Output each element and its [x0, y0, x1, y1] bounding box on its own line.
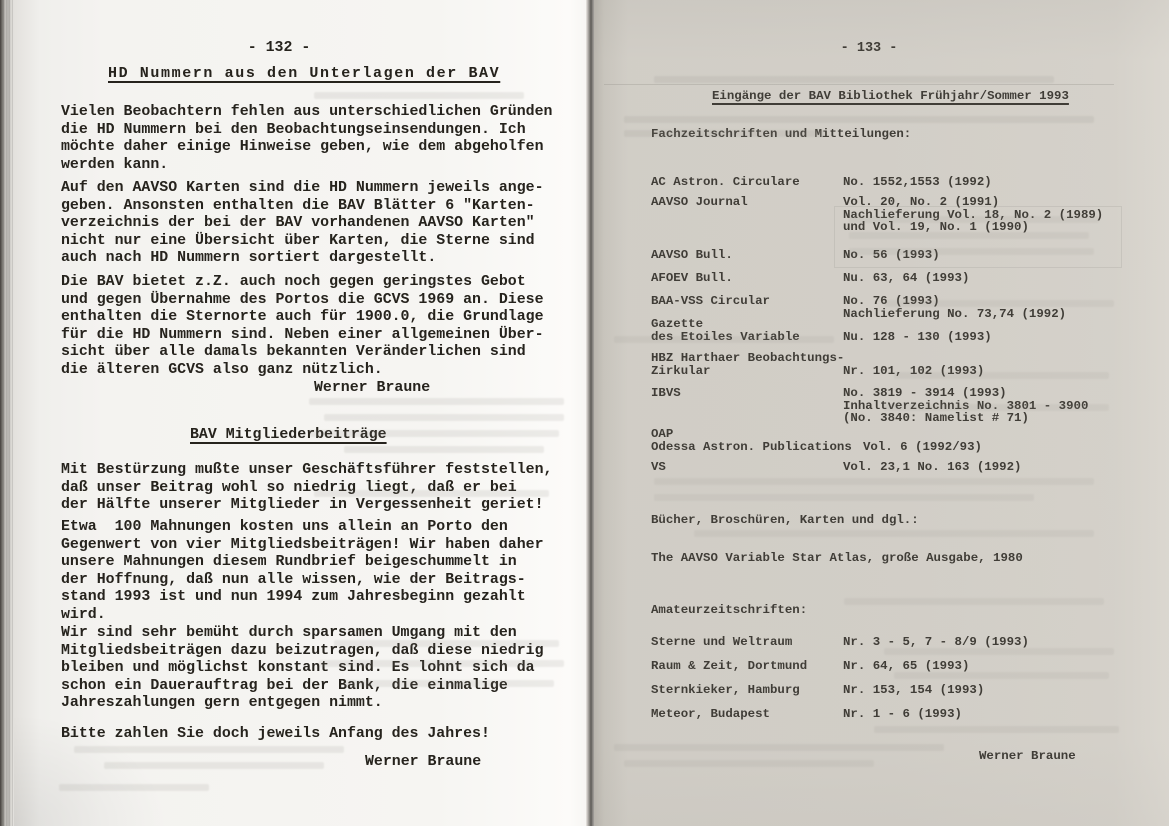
signature: Werner Braune [979, 749, 1076, 763]
bleed-through-noise [74, 746, 344, 753]
text-line: Nr. 64, 65 (1993) [843, 659, 970, 673]
bleed-through-noise [614, 336, 834, 343]
text-line: und gegen Übernahme des Portos die GCVS 1969 an. Diese [61, 291, 544, 308]
text-line: werden kann. [61, 156, 169, 173]
bleed-through-noise [604, 84, 1114, 85]
bleed-through-noise [319, 660, 564, 667]
left-page [14, 0, 588, 826]
text-line: die älteren GCVS also ganz nützlich. [61, 361, 383, 378]
entry-name [651, 684, 800, 697]
text-line: daß unser Beitrag wohl so niedrig liegt, daß er bei [61, 479, 517, 496]
paragraph [61, 180, 544, 268]
text-line: Mitgliedsbeiträgen dazu beizutragen, daß diese niedrig [61, 642, 544, 659]
signature: Werner Braune [365, 754, 482, 770]
entry-name [651, 352, 844, 377]
text-line: schon ein Dauerauftrag bei der Bank, die einmalige [61, 677, 508, 694]
bleed-through-noise [654, 478, 1094, 485]
text-line: AFOEV Bull. [651, 271, 733, 285]
text-line: Nr. 1 - 6 (1993) [843, 707, 962, 721]
entry-issues [843, 461, 1021, 474]
page-number: - 132 - [247, 40, 311, 56]
entry-name [651, 428, 852, 453]
entry-name [651, 176, 800, 189]
text-line: HBZ Harthaer Beobachtungs- [651, 351, 845, 365]
entry-issues [863, 441, 982, 454]
text-line: AAVSO Journal [651, 195, 748, 209]
paragraph [61, 625, 544, 713]
text-line: Vol. 23,1 No. 163 (1992) [843, 460, 1022, 474]
bleed-through-noise [624, 760, 874, 767]
bleed-through-noise [309, 398, 564, 405]
entry-name [651, 660, 807, 673]
bleed-through-noise [654, 76, 1054, 83]
text-line: No. 56 (1993) [843, 248, 940, 262]
bleed-through-noise [624, 116, 1094, 123]
paragraph [61, 104, 552, 174]
entry-issues [843, 272, 969, 285]
text-line: Nu. 63, 64 (1993) [843, 271, 970, 285]
text-line: wird. [61, 606, 106, 623]
paragraph [61, 519, 544, 625]
text-line: Inhaltverzeichnis No. 3801 - 3900 [843, 398, 1089, 413]
text-line: Zirkular [651, 363, 711, 378]
signature: Werner Braune [314, 380, 431, 396]
bleed-through-noise [894, 672, 1109, 679]
bleed-through-noise [884, 648, 1114, 655]
text-line: sicht über alle damals bekannten Veränderlichen sind [61, 344, 526, 361]
text-line: stand 1993 ist und nun 1994 zum Jahresbeginn gezahlt [61, 589, 526, 606]
paragraph [61, 274, 544, 380]
entry-issues [843, 708, 962, 721]
text-line: VS [651, 460, 666, 474]
text-line: No. 1552,1553 (1992) [843, 175, 992, 189]
bleed-through-noise [844, 598, 1104, 605]
text-line: nicht nur eine Übersicht über Karten, die Sterne sind [61, 232, 535, 249]
text-line: und Vol. 19, No. 1 (1990) [843, 220, 1029, 234]
text-line: auch nach HD Nummern sortiert dargestellt. [61, 250, 437, 267]
text-line: des Etoiles Variable [651, 329, 800, 344]
text-line: OAP [651, 427, 674, 441]
text-line: Nr. 3 - 5, 7 - 8/9 (1993) [843, 635, 1029, 649]
text-line: Nachlieferung Vol. 18, No. 2 (1989) [843, 207, 1104, 222]
text-line: Jahreszahlungen gern entgegen nimmt. [61, 695, 383, 712]
bleed-through-noise [614, 744, 944, 751]
text-line: Nr. 101, 102 (1993) [843, 364, 985, 378]
text-line: die HD Nummern bei den Beobachtungseinsendungen. Ich [61, 121, 526, 138]
bleed-through-noise [884, 404, 1109, 411]
bleed-through-noise [344, 446, 544, 453]
text-line: Nu. 128 - 130 (1993) [843, 330, 992, 344]
bleed-through-noise [309, 430, 559, 437]
text-line: Meteor, Budapest [651, 707, 770, 721]
bleed-through-noise [849, 216, 1099, 223]
text-line: für die HD Nummern sind. Neben einer allgemeinen Über- [61, 326, 544, 343]
text-line: Gazette [651, 317, 704, 331]
entry-name [651, 196, 748, 209]
article-title-hd-nummern: HD Nummern aus den Unterlagen der BAV [108, 65, 501, 82]
text-line: Vol. 6 (1992/93) [863, 440, 982, 454]
text-line: AAVSO Bull. [651, 248, 733, 262]
entry-name [651, 708, 770, 721]
bleed-through-noise [874, 726, 1119, 733]
text-line: enthalten die Sternorte auch für 1900.0, die Grundlage [61, 309, 544, 326]
bleed-through-noise [654, 494, 1034, 501]
bleed-through-noise [849, 248, 1094, 255]
bleed-through-noise [624, 130, 824, 137]
text-line: AC Astron. Circulare [651, 175, 800, 189]
bleed-through-noise [694, 530, 1094, 537]
bleed-through-noise [334, 640, 559, 647]
text-line: geben. Ansonsten enthalten die BAV Blätter 6 "Karten- [61, 197, 535, 214]
text-line: Mit Bestürzung mußte unser Geschäftsführer feststellen, [61, 462, 553, 478]
page-number: - 133 - [840, 41, 898, 56]
library-title: Eingänge der BAV Bibliothek Frühjahr/Sommer 1993 [712, 89, 1069, 103]
text-line: unsere Mahnungen diesem Rundbrief beigeschummelt in [61, 554, 517, 571]
entry-name [651, 461, 666, 474]
text-line: IBVS [651, 386, 681, 400]
right-page [594, 0, 1169, 826]
bleed-through-noise [894, 372, 1109, 379]
text-line: Odessa Astron. Publications [651, 439, 852, 454]
entry-name [651, 387, 681, 400]
text-line: Auf den AAVSO Karten sind die HD Nummern jeweils ange- [61, 180, 544, 196]
text-line: Sterne und Weltraum [651, 635, 793, 649]
bleed-through-noise [344, 680, 554, 687]
text-line: Vol. 20, No. 2 (1991) [843, 195, 1000, 209]
entry-issues [843, 176, 992, 189]
bleed-through-noise [324, 414, 564, 421]
entry-name [651, 295, 770, 308]
entry-issues [843, 295, 1066, 320]
text-line: No. 3819 - 3914 (1993) [843, 386, 1007, 400]
text-line: Raum & Zeit, Dortmund [651, 659, 808, 673]
closing-line: Bitte zahlen Sie doch jeweils Anfang des Jahres! [61, 726, 490, 742]
bleed-through-noise [104, 762, 324, 769]
section-heading-journals: Fachzeitschriften und Mitteilungen: [651, 127, 912, 141]
paragraph [61, 462, 552, 515]
entry-issues [843, 331, 992, 344]
text-line: der Hälfte unserer Mitglieder in Vergessenheit geriet! [61, 497, 544, 514]
entry-name [651, 249, 733, 262]
text-line: (No. 3840: Namelist # 71) [843, 411, 1029, 425]
text-line: Wir sind sehr bemüht durch sparsamen Umgang mit den [61, 625, 517, 641]
text-line: Etwa 100 Mahnungen kosten uns allein an Porto den [61, 519, 508, 535]
text-line: der Hoffnung, daß nun alle wissen, wie der Beitrags- [61, 571, 526, 588]
entry-issues [843, 636, 1029, 649]
bleed-through-noise [314, 92, 524, 99]
book-item: The AAVSO Variable Star Atlas, große Ausgabe, 1980 [651, 551, 1023, 565]
entry-issues [843, 684, 984, 697]
text-line: möchte daher einige Hinweise geben, wie dem abgeholfen [61, 139, 544, 156]
bleed-through-noise [314, 490, 549, 497]
text-line: Sternkieker, Hamburg [651, 683, 800, 697]
entry-name [651, 636, 792, 649]
bleed-through-noise [884, 300, 1114, 307]
section-heading-books: Bücher, Broschüren, Karten und dgl.: [651, 513, 919, 527]
text-line: Nachlieferung No. 73,74 (1992) [843, 306, 1067, 321]
article-title-mitgliederbeitraege: BAV Mitgliederbeiträge [190, 427, 387, 443]
entry-name [651, 272, 733, 285]
text-line: Vielen Beobachtern fehlen aus unterschiedlichen Gründen [61, 104, 553, 120]
text-line: No. 76 (1993) [843, 294, 940, 308]
text-line: verzeichnis der bei der BAV vorhandenen AAVSO Karten" [61, 215, 535, 232]
bleed-through-noise [849, 232, 1089, 239]
section-heading-amateur: Amateurzeitschriften: [651, 603, 808, 617]
text-line: bleiben und möglichst konstant sind. Es lohnt sich da [61, 660, 535, 677]
entry-issues [843, 660, 969, 673]
text-line: Nr. 153, 154 (1993) [843, 683, 985, 697]
text-line: BAA-VSS Circular [651, 294, 770, 308]
text-line: Gegenwert von vier Mitgliedsbeiträgen! Wir haben daher [61, 536, 544, 553]
text-line: Die BAV bietet z.Z. auch noch gegen geringstes Gebot [61, 274, 526, 290]
bleed-through-noise [59, 784, 209, 791]
